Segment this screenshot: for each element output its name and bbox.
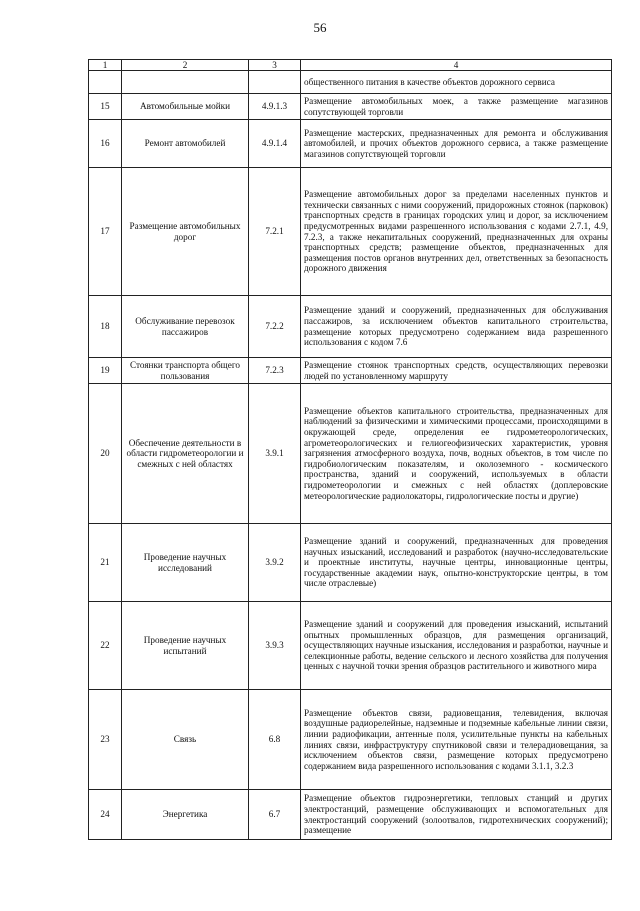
use-type-code: 3.9.2 xyxy=(249,524,301,602)
use-type-code: 3.9.1 xyxy=(249,384,301,524)
use-type-description: Размещение стоянок транспортных средств, осуществляющих перевозки людей по установленному маршруту xyxy=(301,358,612,384)
table-row xyxy=(89,168,612,296)
use-type-name: Размещение автомобильных дорог xyxy=(122,168,249,296)
column-number-2: 2 xyxy=(122,60,249,71)
table-row-continued xyxy=(89,71,612,94)
row-number: 15 xyxy=(89,94,122,120)
use-type-description: Размещение мастерских, предназначенных для ремонта и обслуживания автомобилей, и прочих объектов дорожного сервиса, а также размещение магазинов сопутствующей торговли xyxy=(301,120,612,168)
table-row xyxy=(89,296,612,358)
use-type-description: Размещение автомобильных моек, а также размещение магазинов сопутствующей торговли xyxy=(301,94,612,120)
land-use-table xyxy=(88,59,612,840)
use-type-name: Проведение научных исследований xyxy=(122,524,249,602)
use-type-code: 4.9.1.4 xyxy=(249,120,301,168)
row-number: 23 xyxy=(89,690,122,790)
use-type-description: Размещение объектов связи, радиовещания, телевидения, включая воздушные радиорелейные, надземные и подземные кабельные линии связи, линии радиофикации, антенные поля, усилительные пункты на кабельных линиях связи, инфраструктуру спутниковой связи и телерадиовещания, за исключением объектов связи, размещение которых предусмотрено содержанием вида разрешенного использования с кодами 3.1.1, 3.2.3 xyxy=(301,690,612,790)
use-type-name: Обеспечение деятельности в области гидрометеорологии и смежных с ней областях xyxy=(122,384,249,524)
use-type-name: Обслуживание перевозок пассажиров xyxy=(122,296,249,358)
table-row xyxy=(89,358,612,384)
row-number: 24 xyxy=(89,790,122,840)
column-number-1: 1 xyxy=(89,60,122,71)
use-type-code: 6.7 xyxy=(249,790,301,840)
row-number: 20 xyxy=(89,384,122,524)
use-type-code xyxy=(249,71,301,94)
row-number: 22 xyxy=(89,602,122,690)
table-row xyxy=(89,790,612,840)
use-type-description: общественного питания в качестве объектов дорожного сервиса xyxy=(301,71,612,94)
table-row xyxy=(89,524,612,602)
use-type-description: Размещение объектов капитального строительства, предназначенных для наблюдений за физическими и химическими процессами, происходящими в окружающей среде, определения ее гидрометеорологических, агрометеорологических и гелиогеофизических характеристик, уровня загрязнения атмосферного воздуха, почв, водных объектов, в том числе по гидробиологическим показателям, и околоземного - космического пространства, зданий и сооружений, используемых в области гидрометеорологии и смежных с ней областях (доплеровские метеорологические радиолокаторы, гидрологические посты и другие) xyxy=(301,384,612,524)
use-type-description: Размещение автомобильных дорог за пределами населенных пунктов и технически связанных с ними сооружений, придорожных стоянок (парковок) транспортных средств в границах городских улиц и дорог, за исключением предусмотренных видами разрешенного использования с кодами 2.7.1, 4.9, 7.2.3, а также некапитальных сооружений, предназначенных для охраны транспортных средств; размещение объектов, предназначенных для размещения постов органов внутренних дел, ответственных за безопасность дорожного движения xyxy=(301,168,612,296)
use-type-name: Связь xyxy=(122,690,249,790)
table-row xyxy=(89,602,612,690)
use-type-code: 4.9.1.3 xyxy=(249,94,301,120)
use-type-code: 7.2.3 xyxy=(249,358,301,384)
table-row xyxy=(89,94,612,120)
row-number: 19 xyxy=(89,358,122,384)
use-type-name: Проведение научных испытаний xyxy=(122,602,249,690)
row-number: 16 xyxy=(89,120,122,168)
column-number-4: 4 xyxy=(301,60,612,71)
use-type-code: 6.8 xyxy=(249,690,301,790)
column-number-header-row xyxy=(89,60,612,71)
use-type-description: Размещение зданий и сооружений, предназначенных для проведения научных изысканий, исследований и разработок (научно-исследовательские и проектные институты, научные центры, инновационные центры, государственные академии наук, опытно-конструкторские центры, в том числе отраслевые) xyxy=(301,524,612,602)
use-type-name: Автомобильные мойки xyxy=(122,94,249,120)
use-type-description: Размещение объектов гидроэнергетики, тепловых станций и других электростанций, размещение обслуживающих и вспомогательных для электростанций сооружений (золоотвалов, гидротехнических сооружений); размещение xyxy=(301,790,612,840)
table-row xyxy=(89,384,612,524)
use-type-code: 3.9.3 xyxy=(249,602,301,690)
column-number-3: 3 xyxy=(249,60,301,71)
use-type-description: Размещение зданий и сооружений для проведения изысканий, испытаний опытных промышленных образцов, для размещения организаций, осуществляющих научные изыскания, исследования и разработки, научные и селекционные работы, ведение сельского и лесного хозяйства для получения ценных с научной точки зрения образцов растительного и животного мира xyxy=(301,602,612,690)
use-type-code: 7.2.2 xyxy=(249,296,301,358)
row-number: 18 xyxy=(89,296,122,358)
use-type-name: Стоянки транспорта общего пользования xyxy=(122,358,249,384)
use-type-name xyxy=(122,71,249,94)
use-type-description: Размещение зданий и сооружений, предназначенных для обслуживания пассажиров, за исключением объектов капитального строительства, размещение которых предусмотрено содержанием вида разрешенного использования с кодом 7.6 xyxy=(301,296,612,358)
table-row xyxy=(89,690,612,790)
table-row xyxy=(89,120,612,168)
page-number: 56 xyxy=(313,20,327,35)
use-type-name: Ремонт автомобилей xyxy=(122,120,249,168)
use-type-code: 7.2.1 xyxy=(249,168,301,296)
use-type-name: Энергетика xyxy=(122,790,249,840)
row-number xyxy=(89,71,122,94)
row-number: 17 xyxy=(89,168,122,296)
row-number: 21 xyxy=(89,524,122,602)
